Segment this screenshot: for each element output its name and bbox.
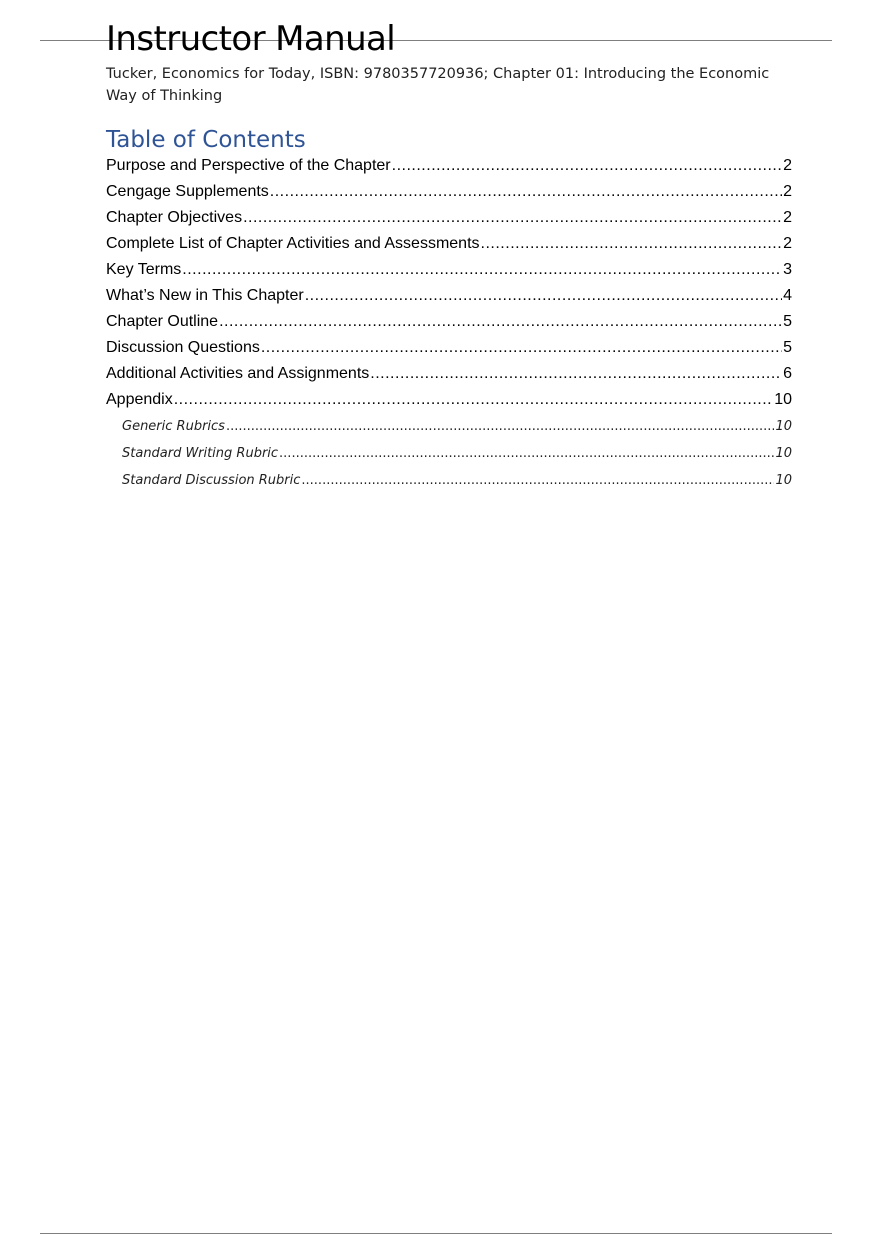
toc-page-number: 10	[775, 419, 792, 434]
toc-dot-leader	[261, 335, 782, 361]
toc-entry-label: Chapter Objectives	[106, 209, 243, 226]
toc-page-number: 6	[783, 365, 792, 382]
toc-dot-leader	[301, 467, 774, 494]
toc-entry-chapter-outline[interactable]	[106, 309, 792, 335]
toc-dot-leader	[219, 309, 782, 335]
toc-entry-additional-activities[interactable]	[106, 361, 792, 387]
toc-dot-leader	[174, 387, 773, 413]
toc-dot-leader	[270, 179, 782, 205]
toc-page-number: 2	[783, 235, 792, 252]
document-title: Instructor Manual	[106, 19, 396, 59]
toc-page-number: 10	[775, 473, 792, 488]
toc-page-number: 2	[783, 183, 792, 200]
toc-entry-label: Key Terms	[106, 261, 182, 278]
toc-dot-leader	[243, 205, 782, 231]
toc-entry-label: Chapter Outline	[106, 313, 219, 330]
toc-entry-appendix[interactable]	[106, 387, 792, 413]
toc-subentry-standard-discussion-rubric[interactable]	[106, 467, 792, 494]
toc-entry-label: Complete List of Chapter Activities and Assessments	[106, 235, 480, 252]
toc-entry-label: Discussion Questions	[106, 339, 260, 356]
toc-entry-label: Appendix	[106, 391, 173, 408]
toc-entry-activities-and-assessments[interactable]	[106, 231, 792, 257]
toc-dot-leader	[481, 231, 783, 257]
toc-page-number: 5	[783, 313, 792, 330]
toc-subentry-label: Generic Rubrics	[122, 419, 225, 434]
toc-page-number: 2	[783, 209, 792, 226]
toc-page-number: 3	[783, 261, 792, 278]
toc-entry-discussion-questions[interactable]	[106, 335, 792, 361]
toc-dot-leader	[392, 153, 782, 179]
toc-entry-purpose-and-perspective[interactable]	[106, 153, 792, 179]
toc-dot-leader	[370, 361, 782, 387]
toc-page-number: 10	[775, 446, 792, 461]
toc-entry-label: What’s New in This Chapter	[106, 287, 304, 304]
toc-dot-leader	[226, 413, 775, 440]
toc-page-number: 10	[774, 391, 792, 408]
toc-entry-cengage-supplements[interactable]	[106, 179, 792, 205]
toc-dot-leader	[279, 440, 774, 467]
toc-entry-chapter-objectives[interactable]	[106, 205, 792, 231]
toc-dot-leader	[182, 257, 782, 283]
toc-entry-whats-new[interactable]	[106, 283, 792, 309]
toc-entry-label: Cengage Supplements	[106, 183, 269, 200]
toc-subentry-label: Standard Discussion Rubric	[122, 473, 301, 488]
toc-entry-label: Additional Activities and Assignments	[106, 365, 370, 382]
toc-page-number: 4	[783, 287, 792, 304]
toc-subentry-label: Standard Writing Rubric	[122, 446, 279, 461]
toc-dot-leader	[305, 283, 782, 309]
table-of-contents	[106, 153, 792, 494]
toc-heading: Table of Contents	[106, 127, 306, 153]
toc-page-number: 5	[783, 339, 792, 356]
document-subtitle: Tucker, Economics for Today, ISBN: 9780357720936; Chapter 01: Introducing the Economic Way of Thinking	[106, 66, 770, 104]
toc-page-number: 2	[783, 157, 792, 174]
toc-entry-label: Purpose and Perspective of the Chapter	[106, 157, 391, 174]
toc-subentry-standard-writing-rubric[interactable]	[106, 440, 792, 467]
footer-rule	[40, 1233, 832, 1234]
toc-entry-key-terms[interactable]	[106, 257, 792, 283]
toc-subentry-generic-rubrics[interactable]	[106, 413, 792, 440]
